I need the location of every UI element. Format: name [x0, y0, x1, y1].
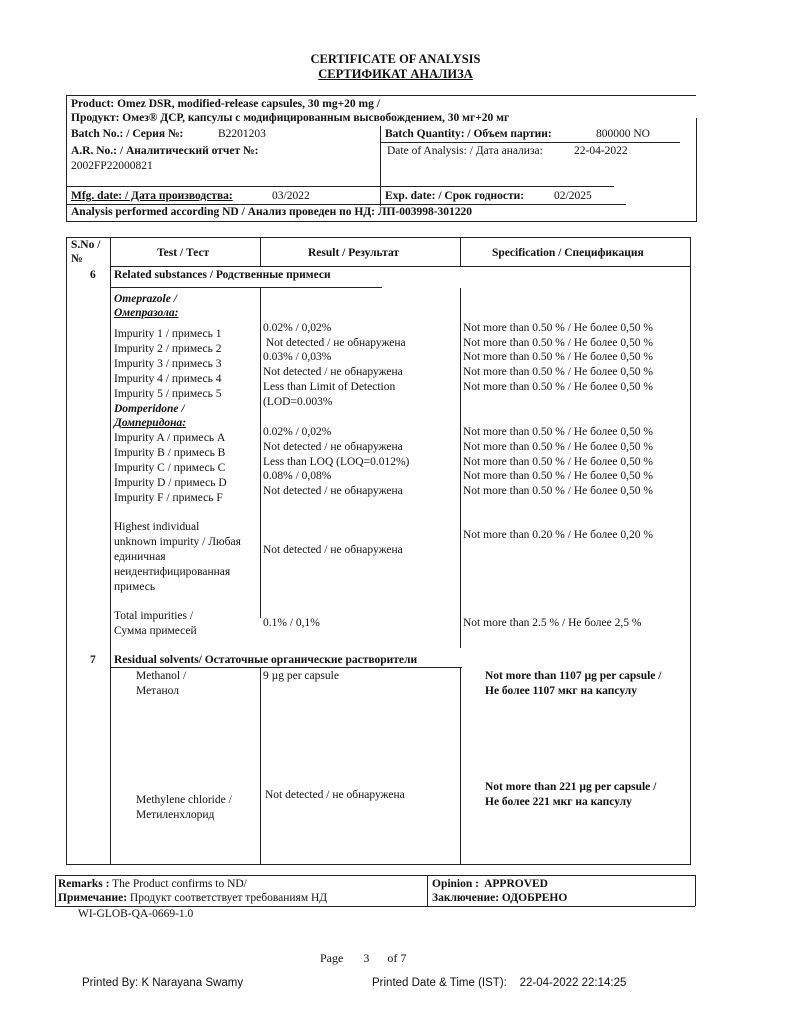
mfg-value: 03/2022: [272, 190, 310, 202]
date-analysis-value: 22-04-2022: [574, 145, 628, 157]
omeprazole-en: Omeprazole /: [114, 293, 177, 305]
printed-by: Printed By: K Narayana Swamy: [82, 977, 244, 989]
opinion-ru: Заключение: ОДОБРЕНО: [432, 892, 568, 904]
exp-value: 02/2025: [554, 190, 592, 202]
col-spec-header: Specification / Спецификация: [492, 247, 644, 259]
printed-date: Printed Date & Time (IST): 22-04-2022 22:14:25: [372, 977, 627, 989]
methanol-spec-1: Not more than 1107 µg per capsule /: [485, 670, 662, 682]
methylene-en: Methylene chloride /: [136, 794, 232, 806]
domperidone-test-d: Impurity D / примесь D: [114, 477, 227, 489]
methanol-ru: Метанол: [136, 685, 179, 697]
domperidone-spec-d: Not more than 0.50 % / Не более 0,50 %: [463, 470, 653, 482]
batch-qty-value: 800000 NO: [596, 128, 650, 140]
remarks-label-en: Remarks :: [58, 878, 110, 890]
omeprazole-lod: (LOD=0.003%: [263, 396, 333, 408]
batch-value: B2201203: [218, 128, 266, 140]
product-line: [71, 97, 380, 112]
table-col3-head-line: [460, 237, 461, 267]
nd-line: Analysis performed according ND / Анализ проведен по НД: ЛП-003998-301220: [71, 206, 473, 218]
page-label: Page: [320, 951, 344, 965]
total-spec: Not more than 2.5 % / Не более 2,5 %: [463, 617, 642, 629]
methylene-ru: Метиленхлорид: [136, 809, 215, 821]
domperidone-en: Domperidone /: [114, 403, 185, 415]
omeprazole-test-1: Impurity 1 / примесь 1: [114, 328, 222, 340]
domperidone-test-a: Impurity A / примесь A: [114, 432, 226, 444]
table-bottom-line: [66, 864, 690, 865]
batch-qty-rule: [380, 142, 680, 143]
highest-line-5: примесь: [114, 581, 156, 593]
mfg-top-rule: [66, 186, 380, 187]
table-col3-line-b: [460, 668, 461, 865]
omeprazole-spec-4: Not more than 0.50 % / Не более 0,50 %: [463, 366, 653, 378]
domperidone-result-a: 0.02% / 0,02%: [263, 426, 332, 438]
ar-label: A.R. No.: / Аналитический отчет №:: [71, 145, 259, 157]
domperidone-result-d: 0.08% / 0,08%: [263, 470, 332, 482]
omeprazole-test-2: Impurity 2 / примесь 2: [114, 343, 222, 355]
domperidone-spec-c: Not more than 0.50 % / Не более 0,50 %: [463, 456, 653, 468]
highest-line-4: неидентифицированная: [114, 566, 231, 578]
product-ru: Продукт: Омез® ДСР, капсулы с модифицированным высвобождением, 30 мг+20 мг: [71, 112, 510, 124]
domperidone-result-b: Not detected / не обнаружена: [263, 441, 403, 453]
omeprazole-ru: Омепразола:: [114, 307, 179, 319]
row6-title-rule: [110, 287, 382, 288]
domperidone-spec-f: Not more than 0.50 % / Не более 0,50 %: [463, 485, 653, 497]
table-col2-line: [260, 288, 261, 618]
row7-number: 7: [90, 654, 96, 666]
total-line-2: Сумма примесей: [114, 625, 197, 637]
box-top-line: [66, 95, 696, 96]
methanol-en: Methanol /: [136, 670, 187, 682]
box-right-line: [696, 118, 697, 222]
batch-qty-label: Batch Quantity: / Объем партии:: [385, 128, 552, 140]
page-current: 3: [363, 951, 370, 965]
opinion-en: Opinion : APPROVED: [432, 878, 548, 890]
box-bottom-line: [66, 221, 696, 222]
omeprazole-test-3: Impurity 3 / примесь 3: [114, 358, 222, 370]
remarks-right-line: [695, 875, 696, 906]
table-col2-line-b: [260, 668, 261, 865]
row6-number: 6: [90, 269, 96, 281]
highest-line-2: unknown impurity / Любая: [114, 536, 241, 548]
remarks-en: [58, 877, 247, 892]
omeprazole-result-4: Not detected / не обнаружена: [263, 366, 403, 378]
product-label: Product:: [71, 98, 115, 110]
omeprazole-result-2: Not detected / не обнаружена: [263, 337, 406, 349]
highest-spec: Not more than 0.20 % / Не более 0,20 %: [463, 529, 653, 541]
omeprazole-result-3: 0.03% / 0,03%: [263, 351, 332, 363]
domperidone-result-c: Less than LOQ (LOQ=0.012%): [263, 456, 410, 468]
remarks-text-en: The Product confirms to ND/: [109, 878, 247, 890]
title-ru: СЕРТИФИКАТ АНАЛИЗА: [318, 67, 473, 81]
domperidone-spec-a: Not more than 0.50 % / Не более 0,50 %: [463, 426, 653, 438]
methanol-result: 9 µg per capsule: [263, 670, 339, 682]
remarks-top-line: [55, 875, 695, 876]
row6-title: Related substances / Родственные примеси: [114, 269, 331, 281]
exp-label: Exp. date: / Срок годности:: [385, 190, 525, 202]
box-left-line: [66, 95, 67, 222]
table-col2-head-line: [260, 237, 261, 267]
omeprazole-test-5: Impurity 5 / примесь 5: [114, 388, 222, 400]
omeprazole-result-5: Less than Limit of Detection: [263, 381, 396, 393]
doc-code: WI-GLOB-QA-0669-1.0: [78, 908, 194, 920]
table-top-line: [66, 237, 690, 238]
remarks-label-ru: Примечание:: [58, 892, 128, 904]
domperidone-test-b: Impurity B / примесь B: [114, 447, 226, 459]
batch-label: Batch No.: / Серия №:: [71, 128, 184, 140]
title-en: CERTIFICATE OF ANALYSIS: [310, 52, 481, 66]
remarks-left-line: [55, 875, 56, 906]
ar-value: 2002FP22000821: [71, 160, 153, 172]
methanol-spec-2: Не более 1107 мкг на капсулу: [485, 685, 637, 697]
row7-title: Residual solvents/ Остаточные органические растворители: [114, 654, 418, 666]
header-bottom-line: [110, 266, 690, 267]
table-right-line: [690, 237, 691, 865]
omeprazole-test-4: Impurity 4 / примесь 4: [114, 373, 222, 385]
domperidone-result-f: Not detected / не обнаружена: [263, 485, 403, 497]
domperidone-test-f: Impurity F / примесь F: [114, 492, 223, 504]
omeprazole-spec-2: Not more than 0.50 % / Не более 0,50 %: [463, 337, 653, 349]
page-number: [320, 951, 406, 966]
mfg-label: [71, 189, 233, 204]
table-col3-line: [460, 288, 461, 648]
product-value: Omez DSR, modified-release capsules, 30 mg+20 mg /: [117, 98, 380, 110]
highest-line-1: Highest individual: [114, 521, 200, 533]
total-line-1: Total impurities /: [114, 610, 194, 622]
omeprazole-spec-5: Not more than 0.50 % / Не более 0,50 %: [463, 381, 653, 393]
domperidone-test-c: Impurity C / примесь C: [114, 462, 226, 474]
col-sno-header: S.No /: [71, 239, 101, 251]
methylene-spec-1: Not more than 221 µg per capsule /: [485, 781, 657, 793]
mfg-label-text: Mfg. date: / Дата производства:: [71, 190, 233, 202]
omeprazole-spec-1: Not more than 0.50 % / Не более 0,50 %: [463, 322, 653, 334]
highest-line-3: единичная: [114, 551, 166, 563]
col-test-header: Test / Тест: [157, 247, 210, 259]
box-mid-line: [380, 126, 381, 206]
page-total: of 7: [387, 951, 407, 965]
methylene-spec-2: Не более 221 мкг на капсулу: [485, 796, 632, 808]
methylene-result: Not detected / не обнаружена: [265, 789, 405, 801]
exp-top-rule: [380, 186, 614, 187]
remarks-mid-line: [427, 875, 428, 906]
highest-result: Not detected / не обнаружена: [263, 544, 403, 556]
remarks-ru: [58, 891, 327, 906]
date-analysis-label: Date of Analysis: / Дата анализа:: [387, 145, 543, 157]
domperidone-spec-b: Not more than 0.50 % / Не более 0,50 %: [463, 441, 653, 453]
omeprazole-result-1: 0.02% / 0,02%: [263, 322, 332, 334]
total-result: 0.1% / 0,1%: [263, 617, 320, 629]
table-col1-line: [110, 237, 111, 865]
col-sno-ru-header: №: [71, 253, 83, 265]
table-left-line: [66, 237, 67, 865]
remarks-text-ru: Продукт соответствует требованиям НД: [127, 892, 328, 904]
omeprazole-spec-3: Not more than 0.50 % / Не более 0,50 %: [463, 351, 653, 363]
col-result-header: Result / Результат: [308, 247, 400, 259]
domperidone-ru: Домперидона:: [114, 417, 187, 429]
